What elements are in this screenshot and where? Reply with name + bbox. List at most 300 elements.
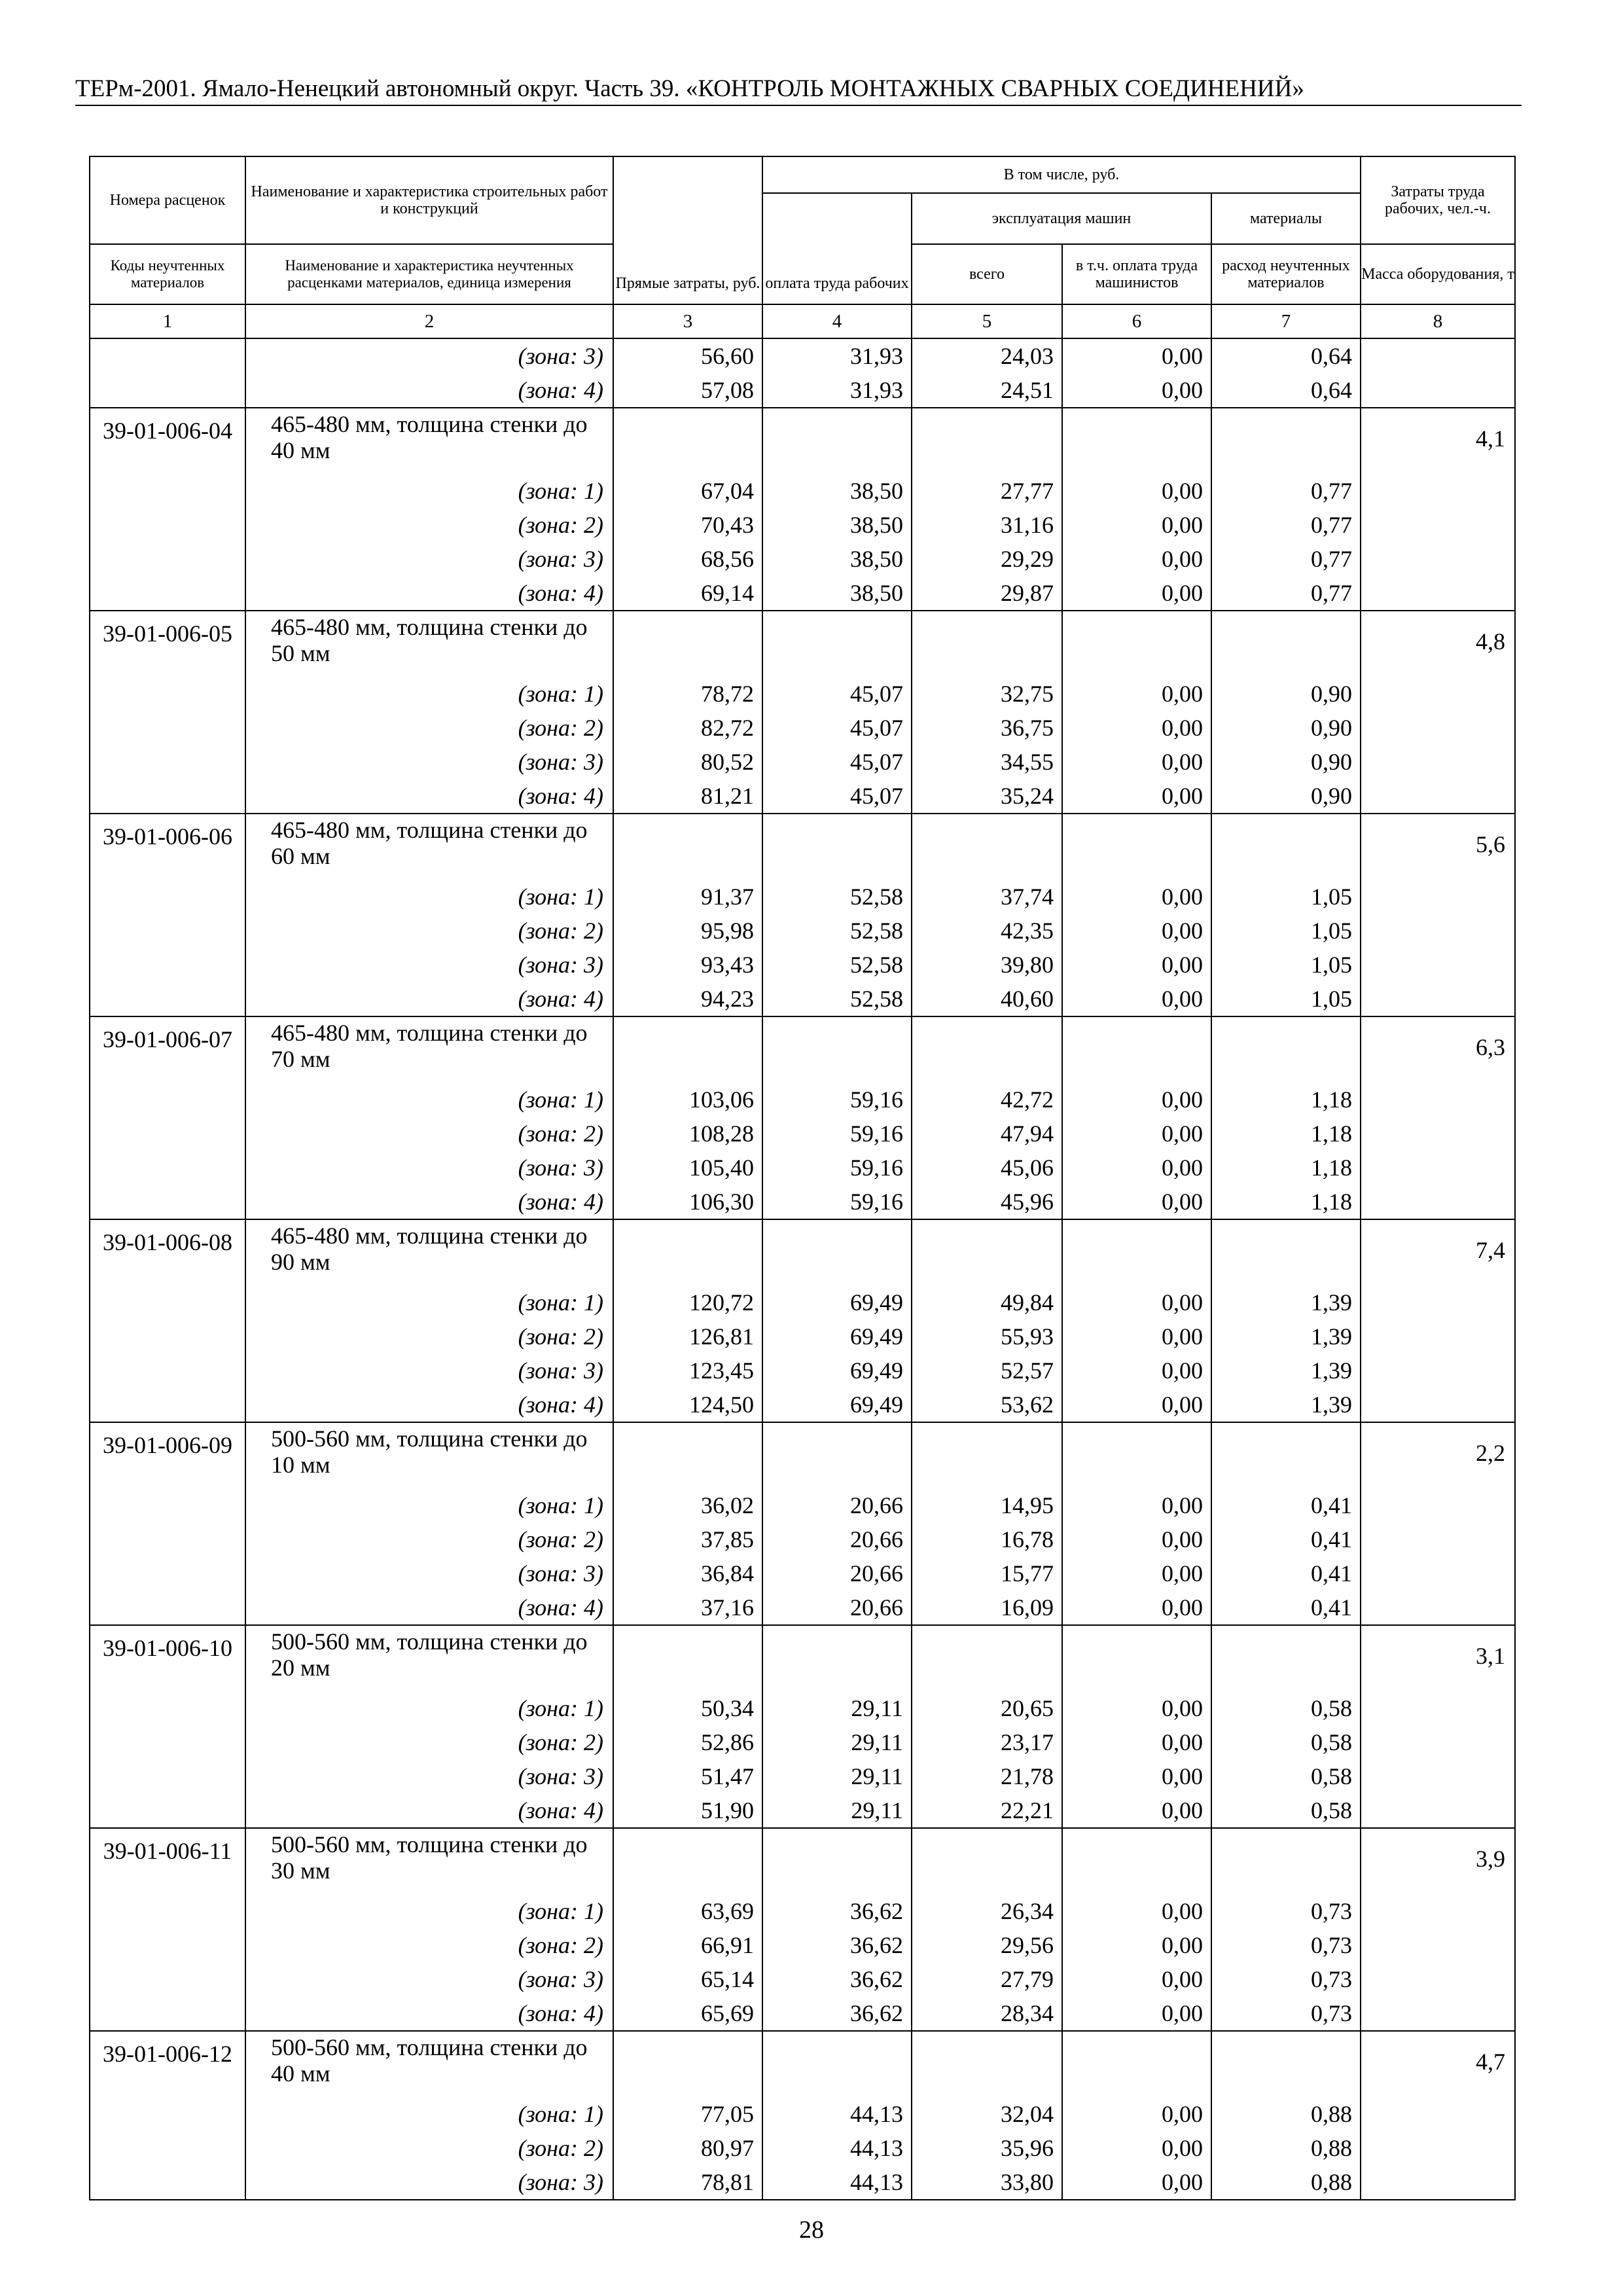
machines-labor-value: 0,00 [1162, 884, 1203, 910]
header-machines-labor: в т.ч. оплата труда машинистов [1062, 244, 1211, 304]
zone-label: (зона: 3) [518, 952, 603, 978]
machines-labor-value: 0,00 [1162, 986, 1203, 1012]
direct-cost-value: 51,47 [701, 1763, 754, 1789]
materials-value: 0,77 [1311, 580, 1352, 606]
rate-name-cell [245, 408, 613, 611]
direct-cost-value: 106,30 [689, 1189, 754, 1215]
machines-total-value: 35,24 [1001, 783, 1054, 809]
materials-value: 0,90 [1311, 783, 1352, 809]
machines-total-value-cell [912, 338, 1062, 408]
machines-total-value: 27,77 [1001, 478, 1054, 504]
machines-total-value: 42,72 [1001, 1086, 1054, 1113]
materials-value: 0,73 [1311, 1966, 1352, 1992]
labor-cost-value: 5,6 [1476, 831, 1505, 857]
zone-label: (зона: 2) [518, 1932, 603, 1958]
machines-total-value-cell [912, 1016, 1062, 1219]
machines-labor-value: 0,00 [1162, 2135, 1203, 2161]
materials-value: 1,05 [1311, 952, 1352, 978]
machines-labor-value: 0,00 [1162, 918, 1203, 944]
machines-labor-value: 0,00 [1162, 1763, 1203, 1789]
rate-name-cell [245, 1219, 613, 1422]
rate-name-cell [245, 2031, 613, 2200]
zone-label: (зона: 2) [518, 918, 603, 944]
rate-name-cell [245, 1422, 613, 1625]
rate-group-row [90, 338, 1515, 408]
machines-total-value: 45,96 [1001, 1189, 1054, 1215]
machines-labor-value-cell [1062, 1828, 1211, 2031]
machines-labor-value: 0,00 [1162, 715, 1203, 741]
machines-total-value: 15,77 [1001, 1560, 1054, 1587]
direct-cost-value-cell [613, 338, 762, 408]
materials-value: 1,05 [1311, 986, 1352, 1012]
rate-group-row [90, 1625, 1515, 1828]
rate-code: 39-01-006-08 [103, 1229, 232, 1255]
labor-cost-cell [1361, 1828, 1515, 2031]
zone-label: (зона: 1) [518, 1695, 603, 1721]
rate-group-row [90, 1219, 1515, 1422]
machines-labor-value: 0,00 [1162, 1797, 1203, 1823]
materials-value: 0,64 [1311, 377, 1352, 403]
labor-pay-value: 20,66 [850, 1526, 903, 1552]
materials-value: 0,58 [1311, 1695, 1352, 1721]
rate-code-cell [90, 611, 245, 814]
materials-value-cell [1211, 1219, 1361, 1422]
materials-value: 0,73 [1311, 1932, 1352, 1958]
rate-code: 39-01-006-05 [103, 620, 232, 647]
machines-total-value: 42,35 [1001, 918, 1054, 944]
materials-value: 0,90 [1311, 715, 1352, 741]
labor-cost-cell [1361, 338, 1515, 408]
labor-cost-cell [1361, 611, 1515, 814]
direct-cost-value: 80,52 [701, 749, 754, 775]
zone-label: (зона: 4) [518, 580, 603, 606]
direct-cost-value: 103,06 [689, 1086, 754, 1113]
labor-pay-value: 20,66 [850, 1560, 903, 1587]
labor-cost-value: 3,1 [1476, 1643, 1505, 1669]
machines-labor-value: 0,00 [1162, 1391, 1203, 1418]
labor-pay-value-cell [762, 1422, 912, 1625]
materials-value: 0,73 [1311, 2000, 1352, 2026]
direct-cost-value: 126,81 [689, 1323, 754, 1350]
materials-value: 0,64 [1311, 343, 1352, 369]
labor-pay-value: 52,58 [850, 918, 903, 944]
direct-cost-value: 95,98 [701, 918, 754, 944]
machines-total-value-cell [912, 1422, 1062, 1625]
machines-total-value: 24,51 [1001, 377, 1054, 403]
labor-cost-value: 2,2 [1476, 1440, 1505, 1466]
rate-group-row [90, 408, 1515, 611]
labor-pay-value-cell [762, 408, 912, 611]
zone-label: (зона: 4) [518, 1594, 603, 1621]
labor-pay-value: 45,07 [850, 783, 903, 809]
labor-cost-value: 7,4 [1476, 1237, 1505, 1263]
materials-value: 1,05 [1311, 884, 1352, 910]
direct-cost-value: 81,21 [701, 783, 754, 809]
direct-cost-value-cell [613, 408, 762, 611]
machines-total-value-cell [912, 1828, 1062, 2031]
zone-label: (зона: 3) [518, 343, 603, 369]
labor-pay-value: 29,11 [851, 1729, 903, 1755]
materials-value: 0,58 [1311, 1797, 1352, 1823]
materials-value-cell [1211, 1828, 1361, 2031]
machines-labor-value-cell [1062, 611, 1211, 814]
machines-labor-value: 0,00 [1162, 952, 1203, 978]
rate-code-cell [90, 1422, 245, 1625]
machines-total-value: 47,94 [1001, 1121, 1054, 1147]
header-mass: Масса оборудования, т [1361, 244, 1515, 304]
materials-value: 0,77 [1311, 546, 1352, 572]
materials-value-cell [1211, 338, 1361, 408]
direct-cost-value: 65,69 [701, 2000, 754, 2026]
rate-description: 465-480 мм, толщина стенки до 40 мм [271, 411, 588, 463]
direct-cost-value: 52,86 [701, 1729, 754, 1755]
direct-cost-value: 37,16 [701, 1594, 754, 1621]
rate-code-cell [90, 1828, 245, 2031]
materials-value: 0,88 [1311, 2101, 1352, 2127]
zone-label: (зона: 2) [518, 1729, 603, 1755]
direct-cost-value: 65,14 [701, 1966, 754, 1992]
zone-label: (зона: 4) [518, 377, 603, 403]
zone-label: (зона: 4) [518, 1391, 603, 1418]
direct-cost-value-cell [613, 2031, 762, 2200]
page-header: ТЕРм-2001. Ямало-Ненецкий автономный округ. Часть 39. «КОНТРОЛЬ МОНТАЖНЫХ СВАРНЫХ СОЕДИНЕНИЙ» [75, 73, 1522, 106]
machines-labor-value: 0,00 [1162, 2000, 1203, 2026]
machines-total-value: 49,84 [1001, 1289, 1054, 1316]
direct-cost-value-cell [613, 1422, 762, 1625]
materials-value: 1,39 [1311, 1357, 1352, 1384]
column-numbers-row [90, 304, 1515, 338]
materials-value: 0,58 [1311, 1763, 1352, 1789]
machines-labor-value: 0,00 [1162, 1492, 1203, 1518]
labor-pay-value: 44,13 [850, 2169, 903, 2195]
materials-value: 1,18 [1311, 1086, 1352, 1113]
labor-pay-value: 20,66 [850, 1492, 903, 1518]
rate-name-cell [245, 814, 613, 1016]
machines-labor-value: 0,00 [1162, 1594, 1203, 1621]
direct-cost-value: 56,60 [701, 343, 754, 369]
labor-pay-value: 29,11 [851, 1763, 903, 1789]
zone-label: (зона: 2) [518, 1526, 603, 1552]
materials-value: 1,05 [1311, 918, 1352, 944]
labor-pay-value: 29,11 [851, 1695, 903, 1721]
labor-pay-value: 44,13 [850, 2101, 903, 2127]
machines-total-value: 26,34 [1001, 1898, 1054, 1924]
machines-labor-value: 0,00 [1162, 580, 1203, 606]
header-materials-sub: расход неучтенных материалов [1211, 244, 1361, 304]
direct-cost-value: 80,97 [701, 2135, 754, 2161]
labor-cost-value: 3,9 [1476, 1846, 1505, 1872]
direct-cost-value-cell [613, 611, 762, 814]
zone-label: (зона: 1) [518, 1492, 603, 1518]
machines-labor-value-cell [1062, 408, 1211, 611]
labor-cost-cell [1361, 1219, 1515, 1422]
zone-label: (зона: 2) [518, 1121, 603, 1147]
rate-code: 39-01-006-12 [103, 2041, 232, 2067]
direct-cost-value: 50,34 [701, 1695, 754, 1721]
rate-description: 500-560 мм, толщина стенки до 40 мм [271, 2034, 588, 2087]
rate-name-cell [245, 1016, 613, 1219]
direct-cost-value: 78,81 [701, 2169, 754, 2195]
materials-value: 1,18 [1311, 1155, 1352, 1181]
machines-labor-value: 0,00 [1162, 1121, 1203, 1147]
machines-total-value: 24,03 [1001, 343, 1054, 369]
labor-pay-value: 45,07 [850, 715, 903, 741]
labor-pay-value: 69,49 [850, 1357, 903, 1384]
labor-pay-value-cell [762, 338, 912, 408]
materials-value: 0,41 [1311, 1560, 1352, 1587]
labor-pay-value: 52,58 [850, 986, 903, 1012]
labor-pay-value-cell [762, 611, 912, 814]
zone-label: (зона: 4) [518, 1797, 603, 1823]
column-number: 7 [1211, 304, 1361, 338]
labor-pay-value: 59,16 [850, 1121, 903, 1147]
rate-code: 39-01-006-10 [103, 1635, 232, 1661]
machines-labor-value: 0,00 [1162, 1357, 1203, 1384]
machines-labor-value: 0,00 [1162, 512, 1203, 538]
direct-cost-value: 68,56 [701, 546, 754, 572]
labor-pay-value: 69,49 [850, 1391, 903, 1418]
labor-cost-value: 4,7 [1476, 2049, 1505, 2075]
labor-pay-value: 38,50 [850, 512, 903, 538]
materials-value: 0,41 [1311, 1526, 1352, 1552]
materials-value-cell [1211, 1422, 1361, 1625]
labor-pay-value: 29,11 [851, 1797, 903, 1823]
labor-pay-value: 36,62 [850, 1932, 903, 1958]
direct-cost-value: 70,43 [701, 512, 754, 538]
direct-cost-value: 36,84 [701, 1560, 754, 1587]
labor-pay-value: 52,58 [850, 884, 903, 910]
header-direct-costs: Прямые затраты, руб. [613, 156, 762, 304]
machines-total-value: 31,16 [1001, 512, 1054, 538]
labor-pay-value: 69,49 [850, 1289, 903, 1316]
direct-cost-value-cell [613, 814, 762, 1016]
machines-total-value: 20,65 [1001, 1695, 1054, 1721]
machines-labor-value: 0,00 [1162, 1189, 1203, 1215]
machines-total-value: 35,96 [1001, 2135, 1054, 2161]
direct-cost-value: 67,04 [701, 478, 754, 504]
labor-pay-value-cell [762, 1625, 912, 1828]
labor-pay-value: 59,16 [850, 1086, 903, 1113]
machines-total-value: 39,80 [1001, 952, 1054, 978]
column-number: 1 [90, 304, 245, 338]
direct-cost-value-cell [613, 1625, 762, 1828]
machines-labor-value: 0,00 [1162, 1155, 1203, 1181]
labor-cost-cell [1361, 2031, 1515, 2200]
rate-code: 39-01-006-11 [103, 1838, 232, 1864]
rate-group-row [90, 814, 1515, 1016]
labor-pay-value: 38,50 [850, 478, 903, 504]
materials-value: 1,39 [1311, 1391, 1352, 1418]
header-name: Наименование и характеристика строительных работ и конструкций [245, 156, 613, 244]
machines-total-value-cell [912, 408, 1062, 611]
materials-value: 1,18 [1311, 1121, 1352, 1147]
rate-description: 465-480 мм, толщина стенки до 90 мм [271, 1223, 588, 1275]
direct-cost-value: 77,05 [701, 2101, 754, 2127]
zone-label: (зона: 1) [518, 1289, 603, 1316]
direct-cost-value: 91,37 [701, 884, 754, 910]
rate-code: 39-01-006-04 [103, 418, 232, 444]
materials-value: 0,58 [1311, 1729, 1352, 1755]
labor-pay-value-cell [762, 1219, 912, 1422]
labor-pay-value: 36,62 [850, 1966, 903, 1992]
materials-value: 0,88 [1311, 2169, 1352, 2195]
zone-label: (зона: 4) [518, 986, 603, 1012]
labor-pay-value: 38,50 [850, 546, 903, 572]
materials-value: 1,39 [1311, 1289, 1352, 1316]
materials-value: 0,41 [1311, 1594, 1352, 1621]
direct-cost-value: 124,50 [689, 1391, 754, 1418]
direct-cost-value: 82,72 [701, 715, 754, 741]
zone-label: (зона: 2) [518, 715, 603, 741]
rate-group-row [90, 1828, 1515, 2031]
zone-label: (зона: 1) [518, 1898, 603, 1924]
machines-total-value-cell [912, 1625, 1062, 1828]
rate-name-cell [245, 1625, 613, 1828]
rate-code-cell [90, 408, 245, 611]
zone-label: (зона: 3) [518, 546, 603, 572]
machines-labor-value: 0,00 [1162, 1898, 1203, 1924]
header-machines: эксплуатация машин [912, 193, 1211, 244]
column-number: 3 [613, 304, 762, 338]
labor-pay-value-cell [762, 814, 912, 1016]
machines-labor-value-cell [1062, 2031, 1211, 2200]
labor-cost-value [1361, 339, 1514, 352]
zone-label: (зона: 3) [518, 1560, 603, 1587]
labor-cost-value: 4,8 [1476, 628, 1505, 655]
labor-cost-value: 4,1 [1476, 425, 1505, 452]
zone-label: (зона: 1) [518, 1086, 603, 1113]
labor-pay-value: 36,62 [850, 1898, 903, 1924]
direct-cost-value: 93,43 [701, 952, 754, 978]
zone-label: (зона: 4) [518, 1189, 603, 1215]
direct-cost-value: 108,28 [689, 1121, 754, 1147]
machines-labor-value: 0,00 [1162, 1695, 1203, 1721]
labor-pay-value: 59,16 [850, 1155, 903, 1181]
rate-code: 39-01-006-06 [103, 823, 232, 850]
machines-labor-value: 0,00 [1162, 1289, 1203, 1316]
direct-cost-value-cell [613, 1828, 762, 2031]
machines-labor-value: 0,00 [1162, 1526, 1203, 1552]
header-name-sub: Наименование и характеристика неучтенных расценками материалов, единица измерения [245, 244, 613, 304]
machines-labor-value: 0,00 [1162, 749, 1203, 775]
machines-total-value: 22,21 [1001, 1797, 1054, 1823]
machines-total-value: 40,60 [1001, 986, 1054, 1012]
zone-label: (зона: 3) [518, 1155, 603, 1181]
labor-cost-value: 6,3 [1476, 1034, 1505, 1060]
zone-label: (зона: 2) [518, 1323, 603, 1350]
machines-total-value: 33,80 [1001, 2169, 1054, 2195]
direct-cost-value: 94,23 [701, 986, 754, 1012]
labor-pay-value-cell [762, 1828, 912, 2031]
labor-cost-cell [1361, 1625, 1515, 1828]
labor-pay-value: 52,58 [850, 952, 903, 978]
header-including: В том числе, руб. [762, 156, 1361, 193]
machines-labor-value: 0,00 [1162, 1323, 1203, 1350]
labor-cost-cell [1361, 1016, 1515, 1219]
materials-value: 0,90 [1311, 749, 1352, 775]
machines-total-value: 27,79 [1001, 1966, 1054, 1992]
machines-total-value: 45,06 [1001, 1155, 1054, 1181]
materials-value: 0,77 [1311, 512, 1352, 538]
materials-value-cell [1211, 814, 1361, 1016]
machines-total-value-cell [912, 2031, 1062, 2200]
machines-labor-value-cell [1062, 1625, 1211, 1828]
direct-cost-value: 37,85 [701, 1526, 754, 1552]
rate-code-cell [90, 814, 245, 1016]
machines-total-value: 16,09 [1001, 1594, 1054, 1621]
materials-value: 1,18 [1311, 1189, 1352, 1215]
direct-cost-value-cell [613, 1219, 762, 1422]
column-number: 6 [1062, 304, 1211, 338]
materials-value: 0,77 [1311, 478, 1352, 504]
direct-cost-value: 36,02 [701, 1492, 754, 1518]
header-code: Номера расценок [90, 156, 245, 244]
header-materials: материалы [1211, 193, 1361, 244]
page-number: 28 [799, 2216, 824, 2244]
zone-label: (зона: 3) [518, 1763, 603, 1789]
header-labor-cost: Затраты труда рабочих, чел.-ч. [1361, 156, 1515, 244]
labor-cost-cell [1361, 408, 1515, 611]
machines-labor-value: 0,00 [1162, 478, 1203, 504]
machines-labor-value: 0,00 [1162, 377, 1203, 403]
rate-group-row [90, 1422, 1515, 1625]
rate-group-row [90, 2031, 1515, 2200]
header-machines-total: всего [912, 244, 1062, 304]
column-number: 5 [912, 304, 1062, 338]
machines-labor-value-cell [1062, 1219, 1211, 1422]
zone-label: (зона: 3) [518, 2169, 603, 2195]
machines-total-value-cell [912, 814, 1062, 1016]
machines-total-value: 53,62 [1001, 1391, 1054, 1418]
rate-code-cell [90, 1219, 245, 1422]
zone-label: (зона: 1) [518, 478, 603, 504]
machines-labor-value: 0,00 [1162, 1966, 1203, 1992]
labor-pay-value: 45,07 [850, 681, 903, 707]
machines-labor-value: 0,00 [1162, 546, 1203, 572]
labor-pay-value: 38,50 [850, 580, 903, 606]
machines-total-value: 36,75 [1001, 715, 1054, 741]
rate-group-row [90, 1016, 1515, 1219]
materials-value-cell [1211, 2031, 1361, 2200]
materials-value-cell [1211, 1016, 1361, 1219]
direct-cost-value-cell [613, 1016, 762, 1219]
machines-total-value: 29,29 [1001, 546, 1054, 572]
direct-cost-value: 78,72 [701, 681, 754, 707]
machines-total-value: 34,55 [1001, 749, 1054, 775]
machines-labor-value: 0,00 [1162, 1086, 1203, 1113]
zone-label: (зона: 2) [518, 512, 603, 538]
machines-labor-value: 0,00 [1162, 681, 1203, 707]
labor-pay-value: 20,66 [850, 1594, 903, 1621]
column-number: 2 [245, 304, 613, 338]
machines-labor-value: 0,00 [1162, 2101, 1203, 2127]
machines-total-value-cell [912, 611, 1062, 814]
direct-cost-value: 57,08 [701, 377, 754, 403]
machines-total-value: 16,78 [1001, 1526, 1054, 1552]
machines-labor-value-cell [1062, 814, 1211, 1016]
header-labor-pay: оплата труда рабочих [762, 193, 912, 304]
labor-pay-value: 44,13 [850, 2135, 903, 2161]
machines-total-value: 28,34 [1001, 2000, 1054, 2026]
labor-pay-value: 31,93 [850, 343, 903, 369]
zone-label: (зона: 2) [518, 2135, 603, 2161]
column-number: 8 [1361, 304, 1515, 338]
rate-name-cell [245, 611, 613, 814]
direct-cost-value: 69,14 [701, 580, 754, 606]
machines-labor-value: 0,00 [1162, 1729, 1203, 1755]
machines-total-value: 23,17 [1001, 1729, 1054, 1755]
materials-value-cell [1211, 408, 1361, 611]
